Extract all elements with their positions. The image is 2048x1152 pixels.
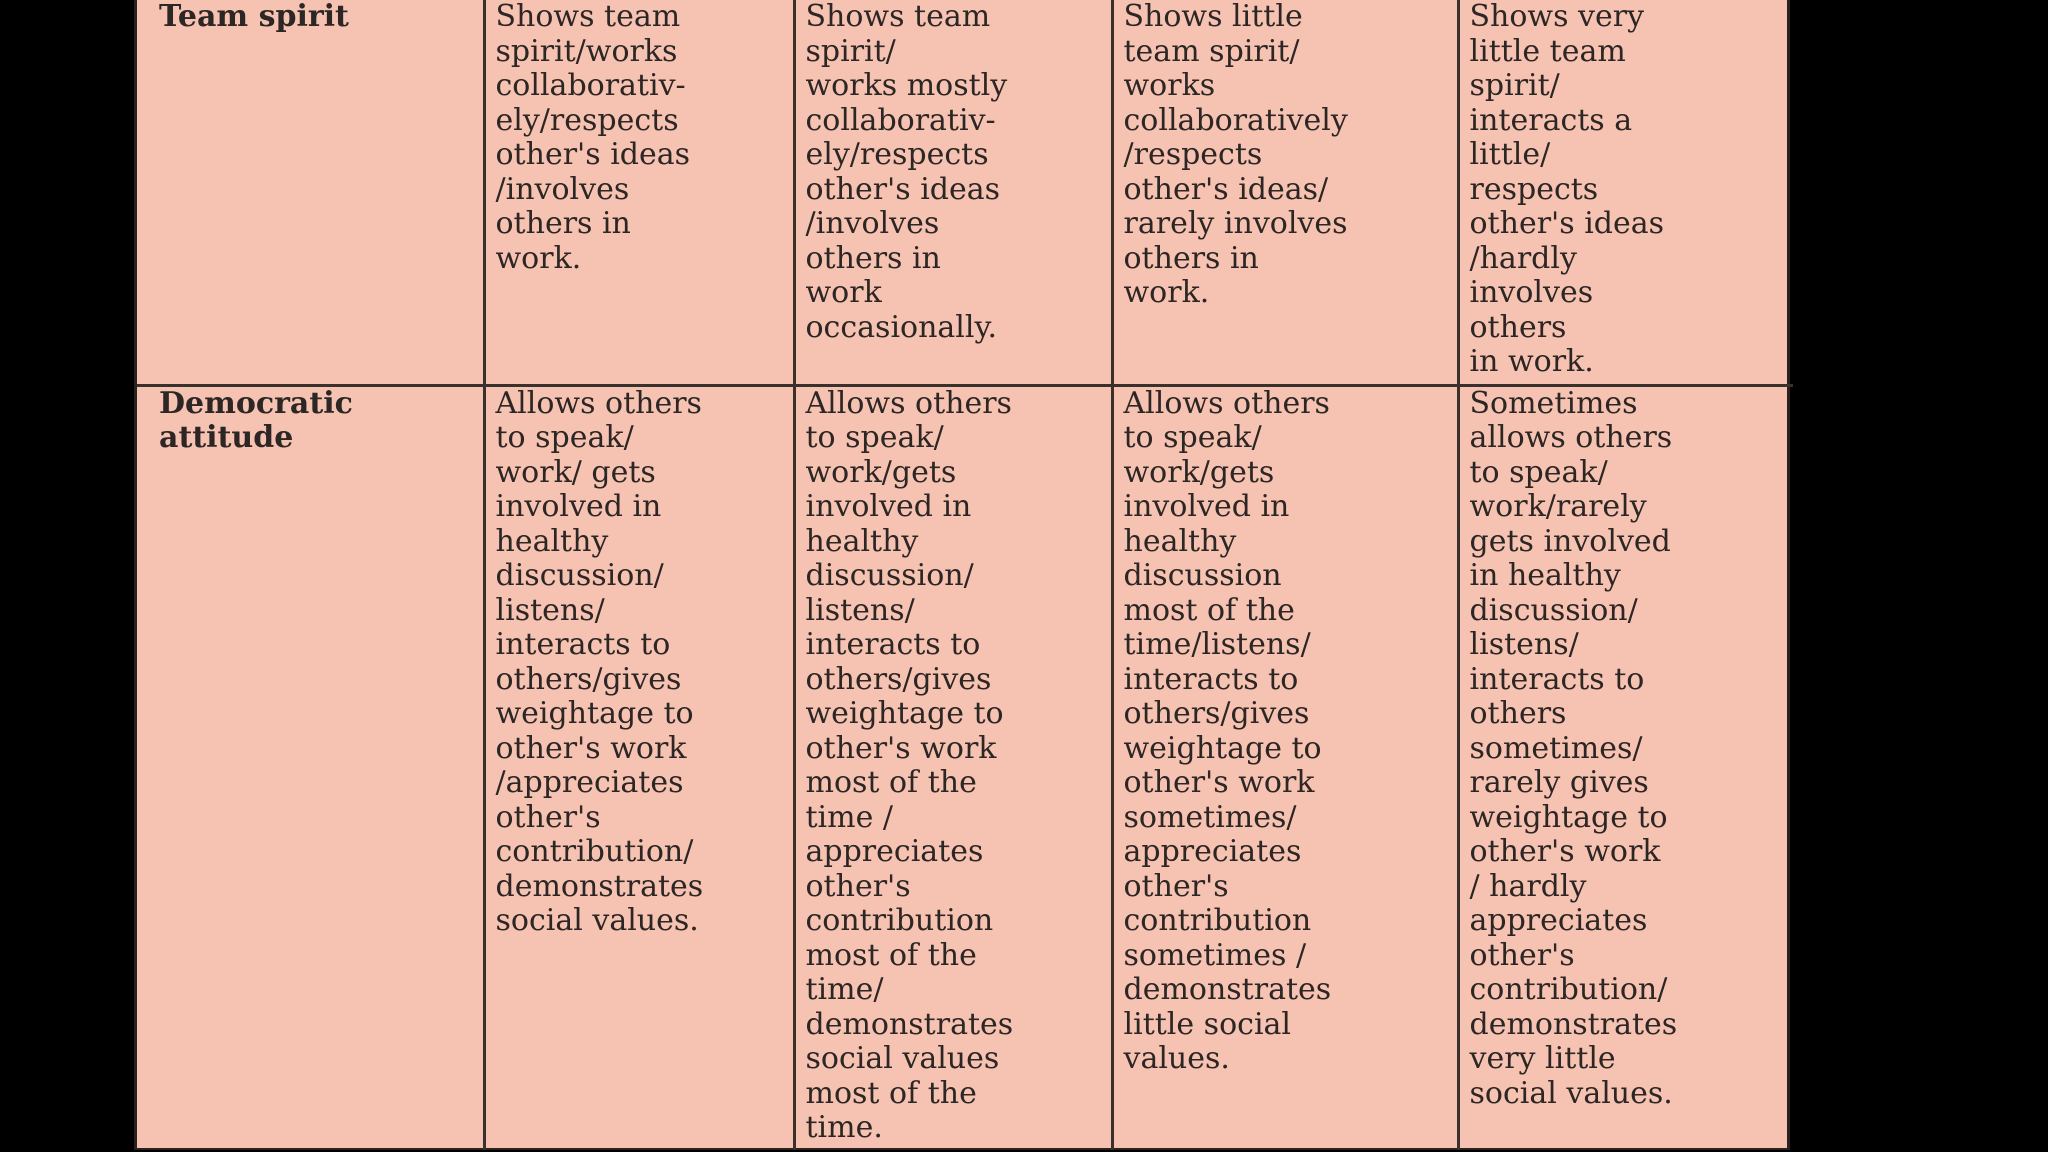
criterion-cell: Democratic attitude bbox=[137, 385, 484, 1150]
table-row-team-spirit bbox=[137, 0, 1793, 385]
level-cell: Allows others to speak/ work/ gets involved in healthy discussion/ listens/ interacts to others/gives weightage to other's work /appreciates other's contribution/ demonstrates social values. bbox=[484, 385, 794, 1150]
level-cell: Allows others to speak/ work/gets involved in healthy discussion most of the time/listens/ interacts to others/gives weightage to other's work sometimes/ appreciates other's contribution sometimes / demonstrates little social values. bbox=[1112, 385, 1458, 1150]
rubric-table-container bbox=[134, 0, 1790, 1150]
level-cell: Allows others to speak/ work/gets involved in healthy discussion/ listens/ interacts to others/gives weightage to other's work most of the time / appreciates other's contribution most of the time/ demonstrates social values most of the time. bbox=[794, 385, 1112, 1150]
level-cell: Shows team spirit/ works mostly collaborativ- ely/respects other's ideas /involves others in work occasionally. bbox=[794, 0, 1112, 385]
level-cell: Shows very little team spirit/ interacts a little/ respects other's ideas /hardly involves others in work. bbox=[1458, 0, 1793, 385]
level-cell: Shows little team spirit/ works collaboratively /respects other's ideas/ rarely involves others in work. bbox=[1112, 0, 1458, 385]
table-row-democratic-attitude bbox=[137, 385, 1793, 1150]
criterion-cell: Team spirit bbox=[137, 0, 484, 385]
level-cell: Sometimes allows others to speak/ work/rarely gets involved in healthy discussion/ listens/ interacts to others sometimes/ rarely gives weightage to other's work / hardly appreciates other's contribution/ demonstrates very little social values. bbox=[1469, 385, 1678, 1111]
rubric-table bbox=[137, 0, 1793, 1150]
level-cell: Shows team spirit/works collaborativ- ely/respects other's ideas /involves others in work. bbox=[484, 0, 794, 385]
